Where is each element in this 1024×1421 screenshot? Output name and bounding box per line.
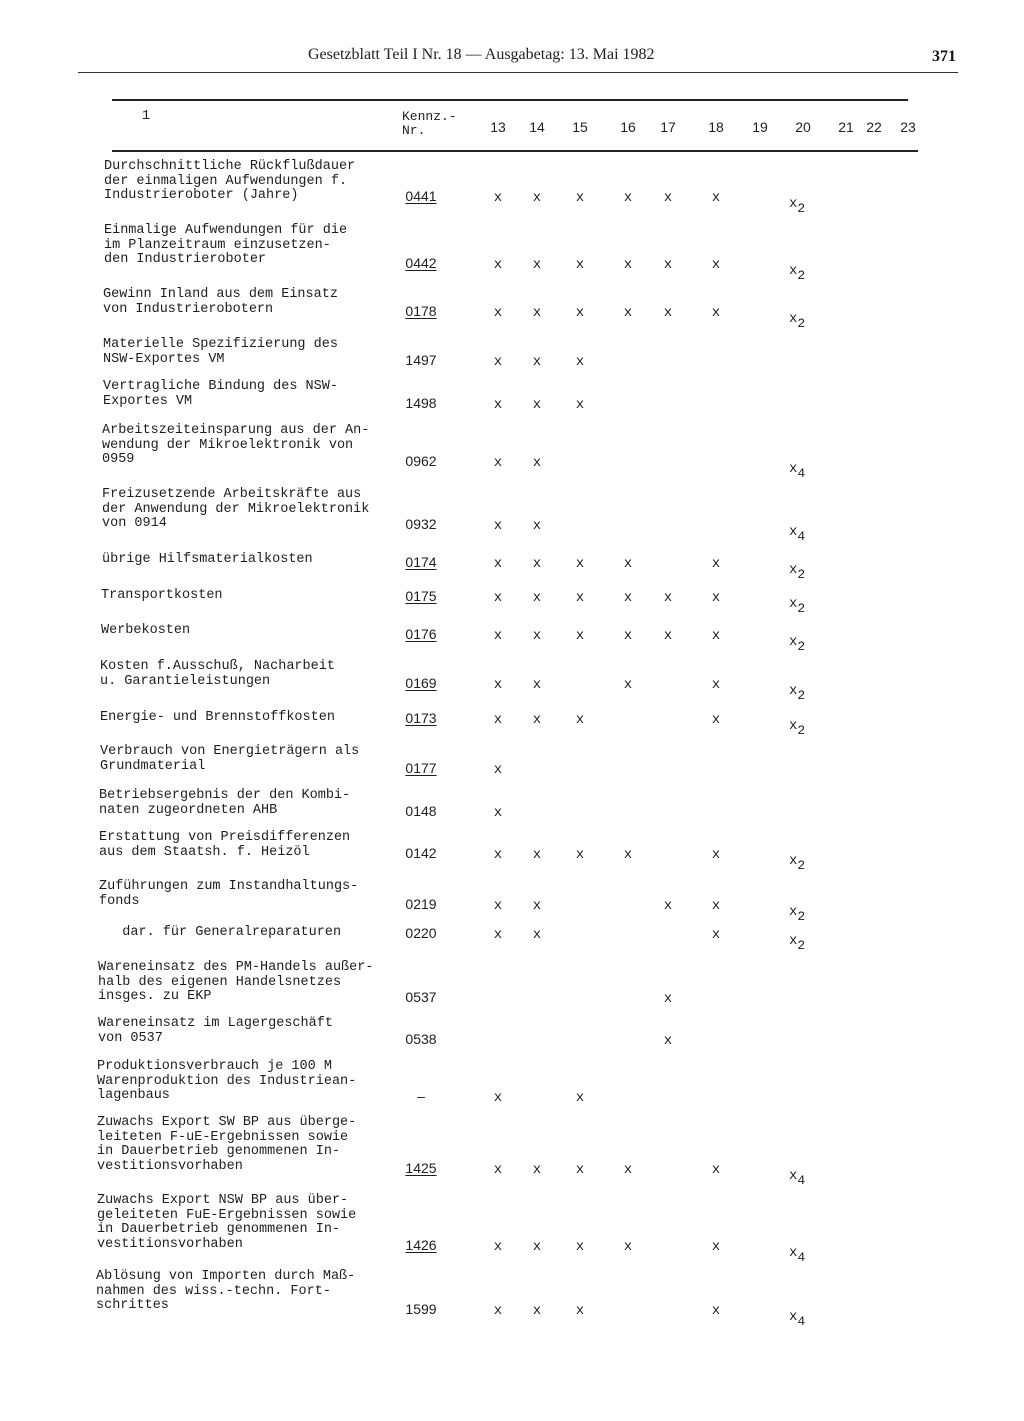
cell-mark-col-17: x: [663, 257, 673, 273]
cell-mark-col-15: x: [575, 397, 585, 413]
col-head-15: 15: [572, 119, 588, 135]
page-number: 371: [932, 48, 956, 65]
row-description: Einmalige Aufwendungen für die im Planzeitraum einzusetzen- den Industrieroboter: [104, 223, 348, 267]
cell-mark-col-17: x: [663, 590, 673, 606]
cell-mark-col-15: x: [575, 190, 585, 206]
cell-mark-col-14: x: [532, 847, 542, 863]
cell-mark-col-15: x: [575, 1090, 585, 1106]
cell-mark-col-15: x: [575, 257, 585, 273]
cell-mark-col-14: x: [532, 677, 542, 693]
mark-subscript: 2: [797, 567, 806, 582]
cell-mark-col-13: x: [493, 1162, 503, 1178]
cell-mark-col-14: x: [532, 257, 542, 273]
row-description: Materielle Spezifizierung des NSW-Exportes VM: [103, 337, 338, 367]
cell-mark-col-16: x: [623, 305, 633, 321]
col-head-21: 21: [838, 119, 854, 135]
mark-subscript: 2: [797, 858, 806, 873]
cell-mark-col-14: x: [532, 898, 542, 914]
row-description: Wareneinsatz des PM-Handels außer- halb des eigenen Handelsnetzes insges. zu EKP: [98, 960, 374, 1004]
cell-mark-col-13: x: [493, 190, 503, 206]
cell-mark-col-13: x: [493, 762, 503, 778]
cell-mark-col-15: x: [575, 1162, 585, 1178]
cell-mark-col-16: x: [623, 847, 633, 863]
cell-mark-col-13: x: [493, 1239, 503, 1255]
cell-mark-col-14: x: [532, 190, 542, 206]
mark-subscript: 2: [797, 201, 806, 216]
cell-mark-col-15: x: [575, 305, 585, 321]
cell-mark-col-20: $x_2$: [789, 634, 806, 654]
row-description: Zuwachs Export SW BP aus überge- leiteten F-uE-Ergebnissen sowie in Dauerbetrieb genommenen In- vestitionsvorhaben: [97, 1115, 357, 1174]
cell-mark-col-14: x: [532, 628, 542, 644]
row-description: übrige Hilfsmaterialkosten: [102, 552, 313, 567]
row-description: Ablösung von Importen durch Maß- nahmen des wiss.-techn. Fort- schrittes: [96, 1269, 356, 1313]
row-kennz-nr: 0220: [405, 925, 437, 941]
row-kennz-nr: 0148: [405, 803, 437, 819]
row-description: Wareneinsatz im Lagergeschäft von 0537: [98, 1016, 333, 1046]
row-kennz-nr: 0175: [405, 588, 437, 604]
cell-mark-col-13: x: [493, 712, 503, 728]
cell-mark-col-18: x: [711, 1162, 721, 1178]
row-description: Transportkosten: [101, 588, 223, 603]
cell-mark-col-13: x: [493, 305, 503, 321]
cell-mark-col-15: x: [575, 556, 585, 572]
col-head-13: 13: [490, 119, 506, 135]
row-kennz-nr: 0932: [405, 516, 437, 532]
cell-mark-col-14: x: [532, 590, 542, 606]
row-description: Kosten f.Ausschuß, Nacharbeit u. Garantieleistungen: [100, 659, 335, 689]
mark-subscript: 2: [797, 601, 806, 616]
cell-mark-col-16: x: [623, 257, 633, 273]
row-kennz-nr: 1498: [405, 395, 437, 411]
col-head-17: 17: [660, 119, 676, 135]
cell-mark-col-13: x: [493, 847, 503, 863]
cell-mark-col-16: x: [623, 1239, 633, 1255]
cell-mark-col-20: $x_4$: [789, 1245, 806, 1265]
row-kennz-nr: 0173: [405, 710, 437, 726]
cell-mark-col-16: x: [623, 677, 633, 693]
cell-mark-col-13: x: [493, 518, 503, 534]
cell-mark-col-17: x: [663, 628, 673, 644]
cell-mark-col-14: x: [532, 1303, 542, 1319]
row-description: Werbekosten: [101, 623, 191, 638]
cell-mark-col-16: x: [623, 1162, 633, 1178]
row-description: Vertragliche Bindung des NSW- Exportes VM: [103, 379, 338, 409]
mark-subscript: 2: [797, 316, 806, 331]
row-kennz-nr: 0537: [405, 989, 437, 1005]
cell-mark-col-17: x: [663, 190, 673, 206]
cell-mark-col-13: x: [493, 628, 503, 644]
cell-mark-col-13: x: [493, 455, 503, 471]
col-head-16: 16: [620, 119, 636, 135]
row-description: Gewinn Inland aus dem Einsatz von Industrierobotern: [103, 287, 338, 317]
mark-subscript: 4: [797, 1314, 806, 1329]
mark-subscript: 4: [797, 1173, 806, 1188]
cell-mark-col-13: x: [493, 556, 503, 572]
row-kennz-nr: 0169: [405, 675, 437, 691]
cell-mark-col-13: x: [493, 354, 503, 370]
cell-mark-col-13: x: [493, 1090, 503, 1106]
cell-mark-col-15: x: [575, 847, 585, 863]
table-header-rule: [112, 150, 918, 152]
cell-mark-col-13: x: [493, 927, 503, 943]
cell-mark-col-20: $x_4$: [789, 1168, 806, 1188]
row-kennz-nr: 1426: [405, 1237, 437, 1253]
cell-mark-col-20: $x_2$: [789, 933, 806, 953]
row-description: Energie- und Brennstoffkosten: [100, 710, 335, 725]
cell-mark-col-18: x: [711, 677, 721, 693]
row-kennz-nr: 0178: [405, 303, 437, 319]
cell-mark-col-15: x: [575, 354, 585, 370]
cell-mark-col-18: x: [711, 628, 721, 644]
cell-mark-col-20: $x_2$: [789, 311, 806, 331]
row-kennz-nr: 1425: [405, 1160, 437, 1176]
cell-mark-col-18: x: [711, 190, 721, 206]
mark-subscript: 2: [797, 723, 806, 738]
cell-mark-col-18: x: [711, 590, 721, 606]
row-kennz-nr: 0441: [405, 188, 437, 204]
cell-mark-col-13: x: [493, 898, 503, 914]
cell-mark-col-13: x: [493, 677, 503, 693]
cell-mark-col-20: $x_2$: [789, 683, 806, 703]
cell-mark-col-18: x: [711, 712, 721, 728]
cell-mark-col-18: x: [711, 898, 721, 914]
row-kennz-nr: –: [417, 1088, 425, 1104]
cell-mark-col-20: $x_4$: [789, 461, 806, 481]
row-kennz-nr: 1599: [405, 1301, 437, 1317]
page-header: [78, 44, 958, 73]
cell-mark-col-20: $x_2$: [789, 562, 806, 582]
cell-mark-col-17: x: [663, 991, 673, 1007]
col-head-kennz: Kennz.- Nr.: [402, 109, 457, 138]
cell-mark-col-17: x: [663, 1033, 673, 1049]
cell-mark-col-18: x: [711, 927, 721, 943]
mark-subscript: 2: [797, 639, 806, 654]
cell-mark-col-18: x: [711, 556, 721, 572]
row-kennz-nr: 1497: [405, 352, 437, 368]
cell-mark-col-17: x: [663, 305, 673, 321]
row-description: Durchschnittliche Rückflußdauer der einmaligen Aufwendungen f. Industrieroboter (Jahre): [104, 159, 356, 203]
mark-subscript: 2: [797, 938, 806, 953]
cell-mark-col-18: x: [711, 257, 721, 273]
cell-mark-col-14: x: [532, 518, 542, 534]
cell-mark-col-18: x: [711, 847, 721, 863]
row-description: Produktionsverbrauch je 100 M Warenproduktion des Industriean- lagenbaus: [97, 1059, 357, 1103]
col-head-22: 22: [866, 119, 882, 135]
cell-mark-col-14: x: [532, 556, 542, 572]
cell-mark-col-14: x: [532, 455, 542, 471]
cell-mark-col-13: x: [493, 590, 503, 606]
cell-mark-col-20: $x_2$: [789, 196, 806, 216]
row-description: Betriebsergebnis der den Kombi- naten zugeordneten AHB: [99, 788, 351, 818]
mark-subscript: 2: [797, 909, 806, 924]
cell-mark-col-13: x: [493, 397, 503, 413]
cell-mark-col-14: x: [532, 1239, 542, 1255]
row-kennz-nr: 0219: [405, 896, 437, 912]
cell-mark-col-14: x: [532, 927, 542, 943]
running-head: Gesetzblatt Teil I Nr. 18 — Ausgabetag: 13. Mai 1982: [308, 46, 655, 63]
row-description: Zuführungen zum Instandhaltungs- fonds: [99, 879, 359, 909]
cell-mark-col-16: x: [623, 556, 633, 572]
cell-mark-col-15: x: [575, 590, 585, 606]
cell-mark-col-13: x: [493, 257, 503, 273]
cell-mark-col-20: $x_4$: [789, 524, 806, 544]
cell-mark-col-18: x: [711, 1303, 721, 1319]
mark-subscript: 2: [797, 268, 806, 283]
row-description: Zuwachs Export NSW BP aus über- geleiteten FuE-Ergebnissen sowie in Dauerbetrieb genommenen In- vestitionsvorhaben: [97, 1193, 357, 1252]
cell-mark-col-14: x: [532, 305, 542, 321]
row-description: Freizusetzende Arbeitskräfte aus der Anwendung der Mikroelektronik von 0914: [102, 487, 370, 531]
row-description: dar. für Generalreparaturen: [98, 925, 342, 940]
cell-mark-col-14: x: [532, 354, 542, 370]
col-head-1: 1: [141, 108, 151, 124]
cell-mark-col-20: $x_2$: [789, 596, 806, 616]
cell-mark-col-20: $x_2$: [789, 263, 806, 283]
mark-subscript: 4: [797, 529, 806, 544]
row-description: Erstattung von Preisdifferenzen aus dem Staatsh. f. Heizöl: [99, 830, 351, 860]
col-head-14: 14: [529, 119, 545, 135]
col-head-18: 18: [708, 119, 724, 135]
cell-mark-col-15: x: [575, 628, 585, 644]
cell-mark-col-13: x: [493, 1303, 503, 1319]
cell-mark-col-20: $x_2$: [789, 853, 806, 873]
cell-mark-col-14: x: [532, 397, 542, 413]
row-kennz-nr: 0442: [405, 255, 437, 271]
row-kennz-nr: 0962: [405, 453, 437, 469]
cell-mark-col-14: x: [532, 712, 542, 728]
table-top-rule: [112, 99, 908, 101]
cell-mark-col-20: $x_2$: [789, 904, 806, 924]
cell-mark-col-18: x: [711, 305, 721, 321]
row-kennz-nr: 0538: [405, 1031, 437, 1047]
row-kennz-nr: 0142: [405, 845, 437, 861]
cell-mark-col-20: $x_4$: [789, 1309, 806, 1329]
row-description: Verbrauch von Energieträgern als Grundmaterial: [100, 744, 360, 774]
cell-mark-col-15: x: [575, 712, 585, 728]
cell-mark-col-16: x: [623, 628, 633, 644]
mark-subscript: 4: [797, 466, 806, 481]
cell-mark-col-15: x: [575, 1239, 585, 1255]
cell-mark-col-16: x: [623, 190, 633, 206]
mark-subscript: 4: [797, 1250, 806, 1265]
col-head-23: 23: [900, 119, 916, 135]
cell-mark-col-14: x: [532, 1162, 542, 1178]
cell-mark-col-16: x: [623, 590, 633, 606]
col-head-19: 19: [752, 119, 768, 135]
cell-mark-col-18: x: [711, 1239, 721, 1255]
cell-mark-col-17: x: [663, 898, 673, 914]
row-kennz-nr: 0176: [405, 626, 437, 642]
row-kennz-nr: 0177: [405, 760, 437, 776]
cell-mark-col-20: $x_2$: [789, 718, 806, 738]
row-kennz-nr: 0174: [405, 554, 437, 570]
row-description: Arbeitszeiteinsparung aus der An- wendung der Mikroelektronik von 0959: [102, 423, 370, 467]
col-head-20: 20: [795, 119, 811, 135]
mark-subscript: 2: [797, 688, 806, 703]
cell-mark-col-15: x: [575, 1303, 585, 1319]
cell-mark-col-13: x: [493, 805, 503, 821]
